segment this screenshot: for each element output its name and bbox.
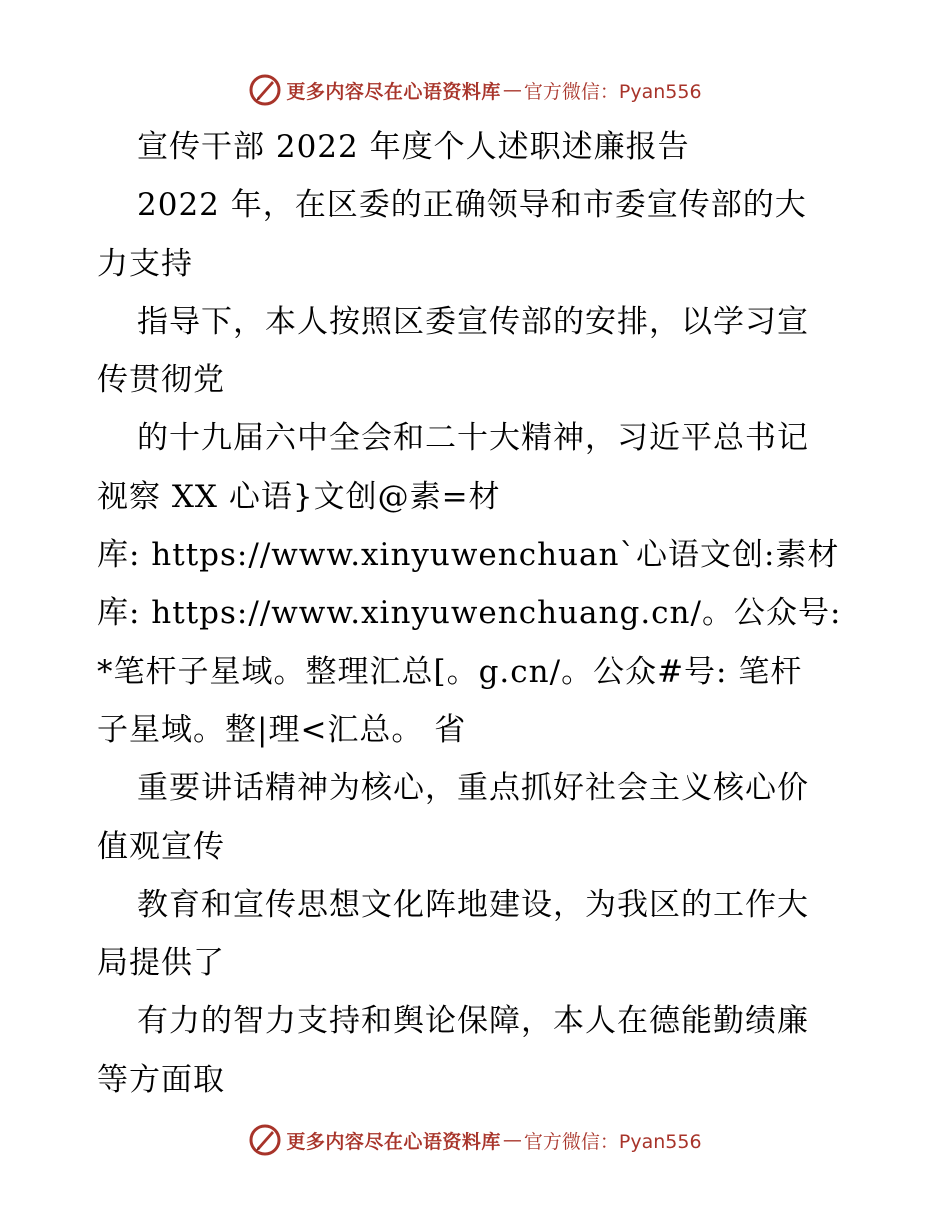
document-body	[97, 118, 867, 1109]
banner-wechat: 官方微信：Pyan556	[523, 1130, 702, 1153]
quill-logo-icon	[248, 73, 282, 107]
quill-logo-icon	[248, 1123, 282, 1157]
text-line: 局提供了	[97, 945, 225, 982]
banner-dash: —	[502, 1129, 522, 1151]
banner-dash: —	[502, 79, 522, 101]
document-title: 宣传干部 2022 年度个人述职述廉报告	[137, 129, 690, 165]
text-line: 子星域。整|理<汇总。 省	[97, 711, 467, 748]
text-line: 库: https://www.xinyuwenchuan`心语文创:素材	[97, 537, 840, 574]
text-line: 指导下，本人按照区委宣传部的安排，以学习宣	[137, 303, 809, 340]
banner-title: 更多内容尽在心语资料库	[286, 1130, 501, 1153]
header-banner	[0, 70, 950, 110]
text-line: 教育和宣传思想文化阵地建设，为我区的工作大	[137, 886, 809, 923]
banner-title: 更多内容尽在心语资料库	[286, 80, 501, 103]
text-line: *笔杆子星域。整理汇总[。g.cn/。公众#号: 笔杆	[97, 653, 803, 690]
text-line: 有力的智力支持和舆论保障，本人在德能勤绩廉	[137, 1003, 809, 1040]
text-line: 力支持	[97, 245, 193, 282]
banner-wechat: 官方微信：Pyan556	[523, 80, 702, 103]
text-line: 传贯彻党	[97, 362, 225, 399]
text-line: 2022 年，在区委的正确领导和市委宣传部的大	[137, 187, 807, 224]
text-line: 等方面取	[97, 1061, 225, 1098]
text-line: 视察 XX 心语}文创@素=材	[97, 478, 501, 515]
text-line: 值观宣传	[97, 828, 225, 865]
footer-banner	[0, 1120, 950, 1160]
text-line: 的十九届六中全会和二十大精神，习近平总书记	[137, 420, 809, 457]
text-line: 重要讲话精神为核心，重点抓好社会主义核心价	[137, 770, 809, 807]
text-line: 库: https://www.xinyuwenchuang.cn/。公众号:	[97, 595, 842, 632]
